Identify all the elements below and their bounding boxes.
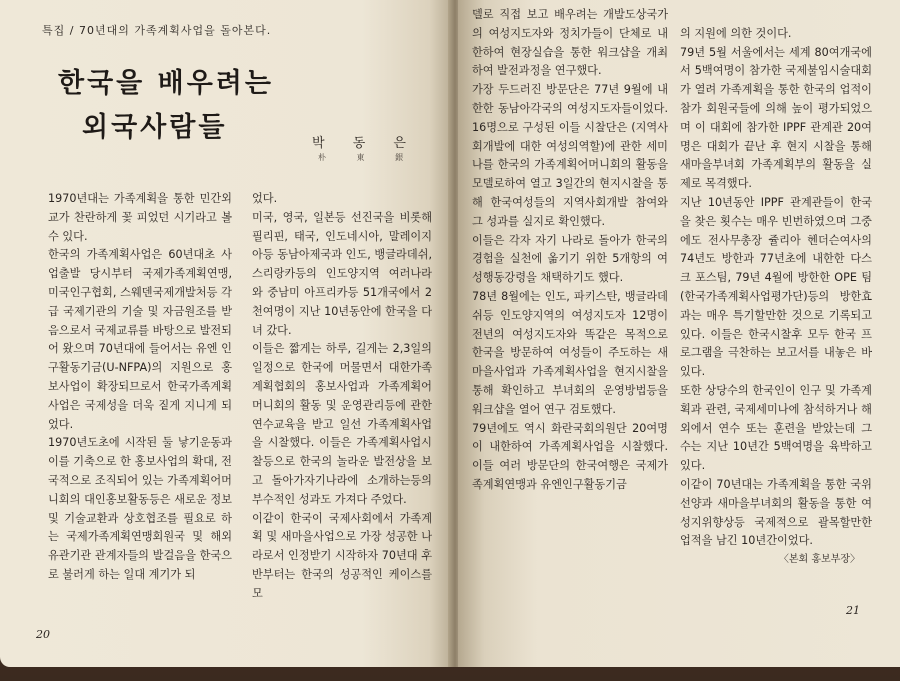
right-page-column-1: 델로 직접 보고 배우려는 개발도상국가의 여성지도자와 정치가들이 단체로 내한하여 현장실습을 통한 워크샵을 개최하여 발전과정을 연구했다. 가장 두드러진 방문단은 77년 9월에 내한한 동남아각국의 여성지도자들이었다. 16명으로 구성된 이들 시찰단은 (지역사회개발에 대한 여성의역할)에 관한 세미나를 한국의 가족계획어머니회의 활동을 모델로하여 열고 3일간의 현지시찰을 통해 한국여성들의 지역사회개발 참여와 그 성과를 실지로 확인했다. 이들은 각자 자기 나라로 돌아가 한국의 경험을 실천에 옮기기 위한 5개항의 여성행동강령을 채택하기도 했다. 78년 8월에는 인도, 파키스탄, 뱅글라데쉬등 인도양지역의 여성지도자 12명이 전년의 여성지도자와 똑같은 목적으로 한국을 방문하여 여성들이 주도하는 새마을사업과 가족계획사업을 현지시찰을 통해 확인하고 부녀회의 운영방법등을 워크샵을 열어 연구 검토했다. 79년에도 역시 화란국회의원단 20여명이 내한하여 가족계획사업을 시찰했다. 이들 여러 방문단의 한국여행은 국제가족계획연맹과 유엔인구활동기금 — [472, 8, 668, 491]
page-number-left: 20 — [36, 628, 50, 641]
article-title — [58, 62, 274, 150]
left-page-column-1: 1970년대는 가족계획을 통한 민간외교가 찬란하게 꽃 피었던 시기라고 볼 수 있다. 한국의 가족계획사업은 60년대초 사업출발 당시부터 국제가족계획연맹, 미국인구협회, 스웨덴국제개발처등 각급 국제기관의 기술 및 자금원조를 받음으로서 국제교류를 바탕으로 발전되어 왔으며 70년대에 들어서는 유엔 인구활동기금(U-NFPA)의 지원으로 홍보사업이 확장되므로서 한국가족계획사업은 국제성을 더욱 짙게 지니게 되었다. 1970년도초에 시작된 둘 낳기운동과 이를 기축으로 한 홍보사업의 확대, 전국적으로 조직되어 있는 가족계획어머니회의 대인홍보활동등은 새로운 정보 및 기술교환과 상호협조를 필요로 하는 국제가족계획연맹회원국 및 해외 유관기관 관계자들의 발걸음을 한국으로 불러게 하는 일대 계기가 되 — [48, 192, 232, 581]
page-number-right: 21 — [846, 604, 860, 617]
left-page — [0, 0, 452, 667]
right-page — [458, 0, 900, 667]
left-page-column-2: 었다. 미국, 영국, 일본등 선진국을 비롯해 필리핀, 태국, 인도네시아, 말레이지아등 동남아제국과 인도, 뱅글라데쉬, 스리랑카등의 인도양지역 여러나라와 중남미 아프리카등 51개국에서 2천여명이 지난 10년동안에 한국을 다녀 갔다. 이들은 짧게는 하루, 길게는 2,3일의 일정으로 한국에 머물면서 대한가족계획협회의 홍보사업과 가족계획어머니회의 활동 및 운영관리등에 관한 연수교육을 받고 일선 가족계획사업을 시찰했다. 이들은 가족계획사업시찰등으로 한국의 놀라운 발전상을 보고 돌아가자기나라에 소개하는등의 부수적인 성과도 가져다 주었다. 이같이 한국이 국제사회에서 가족계획 및 새마을사업으로 가장 성공한 나라로서 인정받기 시작하자 70년대 후반부터는 한국의 성공적인 케이스를 모 — [252, 192, 432, 600]
special-feature-label: 특집 / 70년대의 가족계획사업을 돌아본다. — [42, 24, 272, 37]
article-title-line-1: 한국을 배우려는 — [58, 68, 274, 99]
author-signature: 〈본회 홍보부장〉 — [778, 554, 860, 566]
author-name-hanja: 朴 東 銀 — [318, 153, 418, 162]
author-name: 박 동 은 — [312, 136, 418, 151]
article-title-line-2: 외국사람들 — [82, 112, 228, 143]
right-page-column-2-text: 의 지원에 의한 것이다. 79년 5월 서울에서는 세계 80여개국에서 5백여명이 참가한 국제불임시술대회가 열려 가족계획을 통한 한국의 업적이 참가 회원국들에 의해 높이 평가되었으며 이 대회에 참가한 IPPF 관계관 20여명은 대회가 끝난 후 현지 시찰을 통해 새마을부녀회 가족계획부의 활동을 실제로 목격했다. 지난 10년동안 IPPF 관계관들이 한국을 찾은 횟수는 매우 빈번하였으며 그중에도 전사무총장 쥴리아 헨더슨여사의 74년도 방한과 77년초에 내한한 다스크 포스팀, 79년 4월에 방한한 OPE 팀(한국가족계획사업평가단)등의 방한효과는 매우 특기할만한 것으로 기록되고 있다. 이들은 한국시찰후 모두 한국 프로그램을 극찬하는 보고서를 내놓은 바 있다. 또한 상당수의 한국인이 인구 및 가족계획과 관련, 국제세미나에 참석하거나 해외에서 연수 또는 훈련을 받았는데 그 수는 지난 10년간 5백여명을 육박하고 있다. 이같이 70년대는 가족계획을 통한 국위선양과 새마을부녀회의 활동을 통한 여성지위향상등 국제적으로 괄목할만한 업적을 남긴 10년간이었다. — [680, 26, 872, 548]
right-page-column-2 — [680, 6, 872, 589]
